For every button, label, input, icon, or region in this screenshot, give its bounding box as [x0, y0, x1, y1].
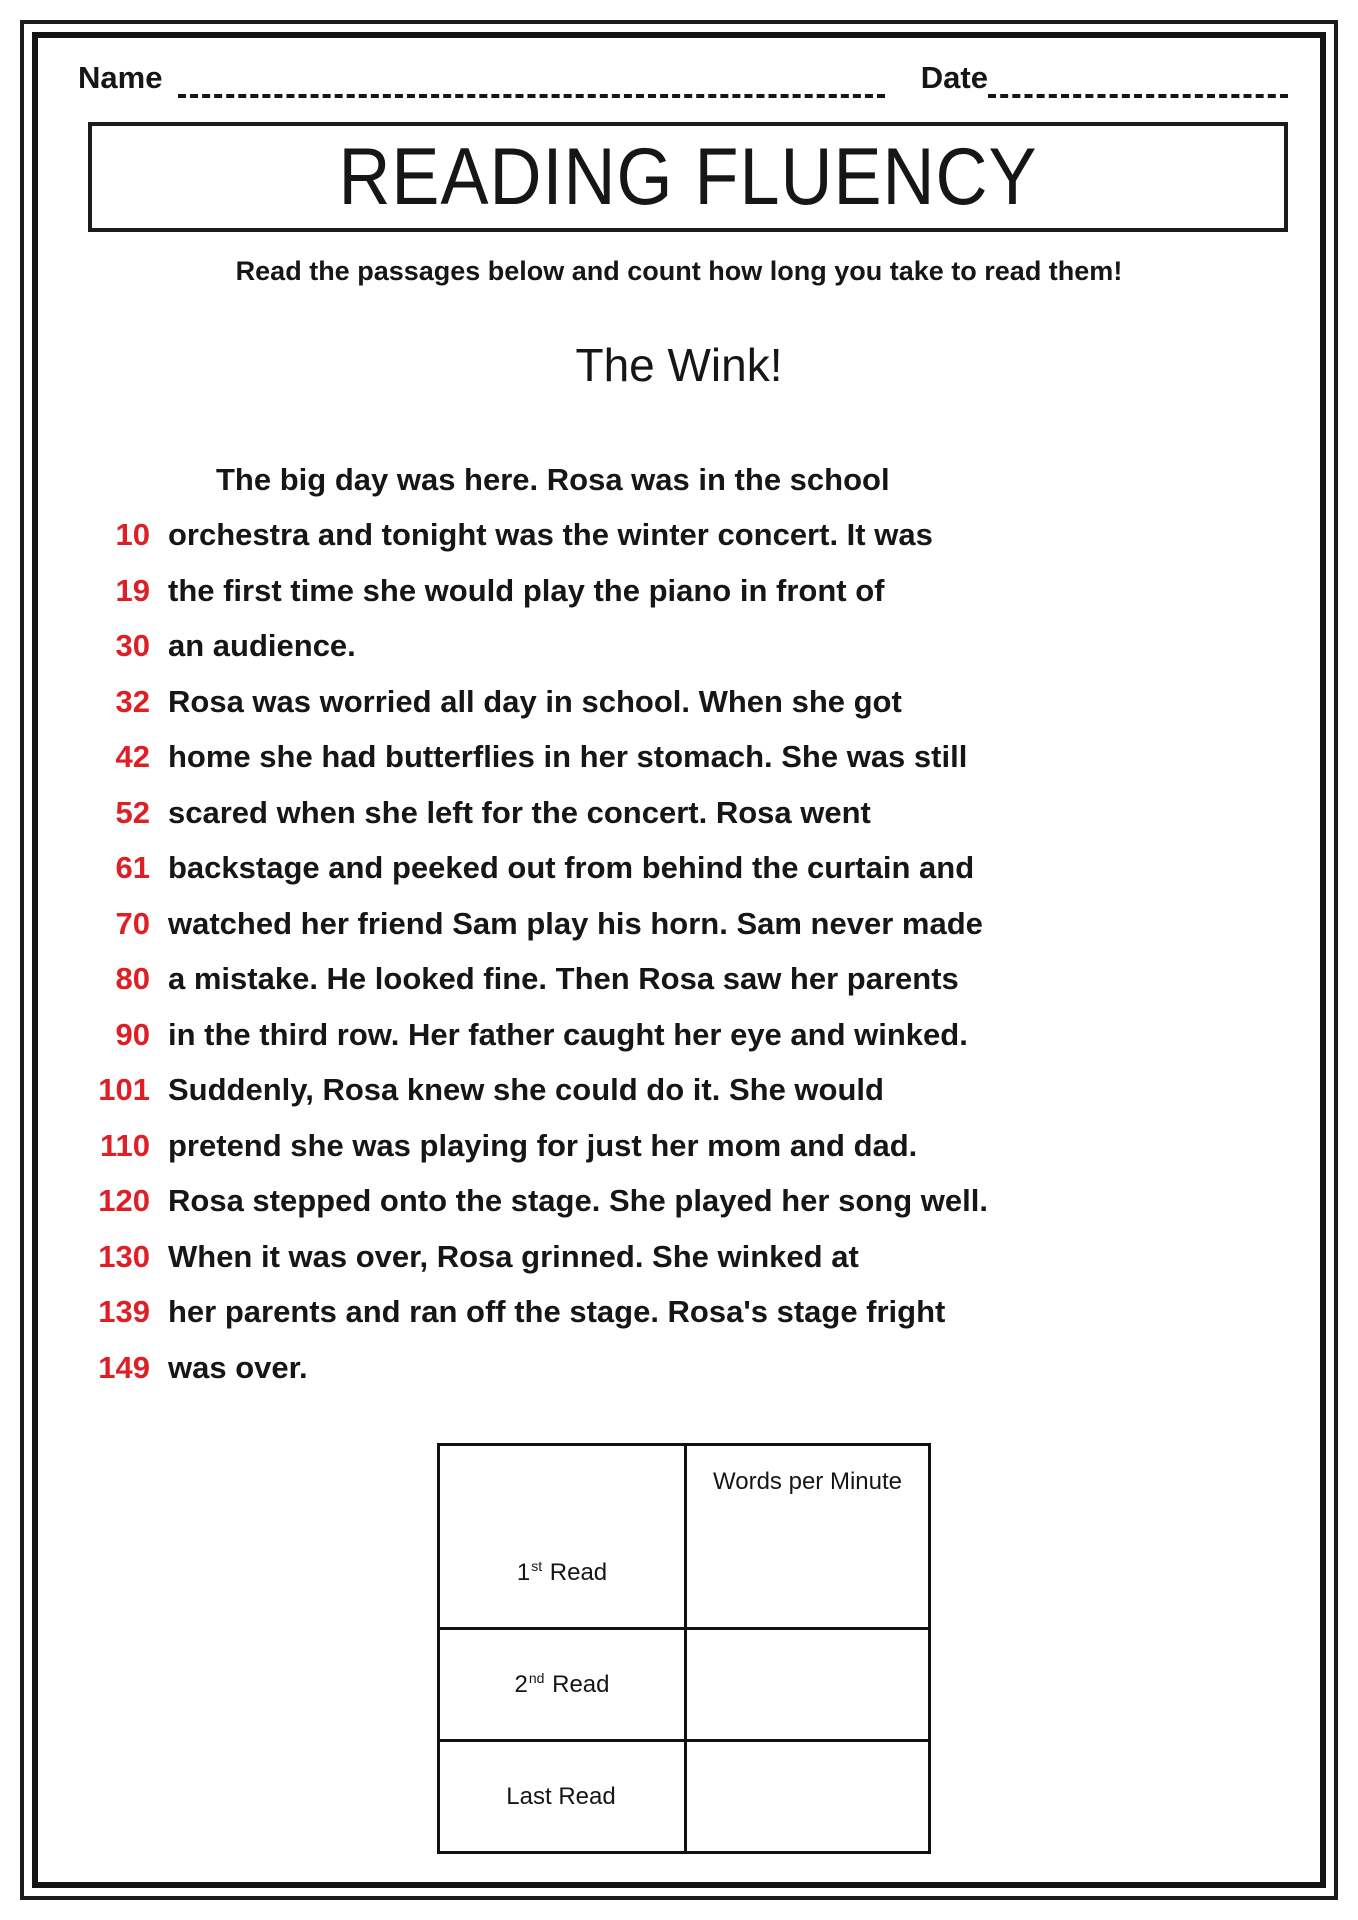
table-row — [440, 1627, 928, 1739]
line-word-count: 130 — [98, 1238, 150, 1274]
passage-line — [0, 1118, 1300, 1174]
passage-line — [0, 896, 1300, 952]
passage-line — [0, 563, 1300, 619]
read-label-base: 1 — [516, 1558, 531, 1586]
date-blank-line[interactable] — [988, 64, 1288, 98]
table-corner-cell — [440, 1446, 687, 1518]
line-word-count: 32 — [115, 683, 150, 719]
line-word-count: 70 — [115, 905, 150, 941]
passage-line — [0, 952, 1300, 1008]
words-per-minute-header-cell: Words per Minute — [713, 1468, 902, 1495]
page-title: READING FLUENCY — [338, 132, 1038, 222]
passage-line — [0, 1340, 1300, 1396]
table-row — [440, 1518, 928, 1627]
line-word-count: 110 — [99, 1127, 150, 1163]
instructions-text: Read the passages below and count how long you take to read them! — [235, 256, 1123, 286]
line-text: Rosa was worried all day in school. When she got — [168, 683, 902, 719]
line-text: an audience. — [168, 628, 356, 664]
wpm-value-cell[interactable] — [687, 1518, 928, 1627]
name-date-row — [78, 52, 1288, 98]
read-label-cell — [440, 1742, 687, 1851]
line-word-count: 139 — [98, 1294, 150, 1330]
read-label-base: Last Read — [506, 1782, 616, 1810]
line-word-count: 101 — [98, 1072, 150, 1108]
passage-line — [0, 1285, 1300, 1341]
passage-line — [0, 674, 1300, 730]
line-text: watched her friend Sam play his horn. Sam never made — [168, 905, 983, 941]
read-label-cell — [440, 1630, 687, 1739]
table-row — [440, 1739, 928, 1851]
read-label-base: 2 — [514, 1670, 528, 1698]
line-text: The big day was here. Rosa was in the school — [216, 461, 890, 497]
words-per-minute-table — [437, 1443, 931, 1854]
date-label: Date — [920, 60, 988, 95]
title-box — [88, 122, 1288, 232]
line-text: When it was over, Rosa grinned. She winked at — [168, 1238, 859, 1274]
line-word-count: 10 — [115, 517, 150, 553]
passage-line — [0, 1174, 1300, 1230]
table-header-row — [440, 1446, 928, 1518]
passage — [0, 452, 1300, 1396]
line-word-count: 30 — [115, 628, 150, 664]
read-label-ordinal: st — [531, 1557, 543, 1574]
line-word-count: 19 — [115, 572, 150, 608]
line-word-count: 52 — [115, 794, 150, 830]
passage-line — [0, 508, 1300, 564]
passage-line — [0, 730, 1300, 786]
line-text: her parents and ran off the stage. Rosa's stage fright — [168, 1294, 946, 1330]
line-word-count: 120 — [98, 1183, 150, 1219]
wpm-value-cell[interactable] — [687, 1742, 928, 1851]
line-text: the first time she would play the piano in front of — [168, 572, 885, 608]
line-word-count: 42 — [115, 739, 150, 775]
passage-title: The Wink! — [575, 339, 783, 391]
read-label-ordinal: nd — [528, 1669, 545, 1686]
line-text: in the third row. Her father caught her eye and winked. — [168, 1016, 968, 1052]
passage-line — [0, 785, 1300, 841]
passage-line — [0, 1007, 1300, 1063]
line-word-count: 61 — [115, 850, 150, 886]
passage-line — [0, 452, 1300, 508]
passage-line — [0, 1063, 1300, 1119]
name-blank-line[interactable] — [178, 64, 884, 98]
line-text: orchestra and tonight was the winter concert. It was — [168, 517, 933, 553]
line-text: pretend she was playing for just her mom and dad. — [168, 1127, 918, 1163]
line-text: Suddenly, Rosa knew she could do it. She would — [168, 1072, 884, 1108]
passage-line — [0, 1229, 1300, 1285]
line-word-count: 80 — [115, 961, 150, 997]
name-label: Name — [78, 60, 163, 95]
read-label-rest: Read — [545, 1670, 610, 1698]
line-text: scared when she left for the concert. Rosa went — [168, 794, 871, 830]
line-text: home she had butterflies in her stomach. She was still — [168, 739, 968, 775]
line-text: a mistake. He looked fine. Then Rosa saw her parents — [168, 961, 959, 997]
passage-line — [0, 841, 1300, 897]
line-text: backstage and peeked out from behind the curtain and — [168, 850, 975, 886]
wpm-value-cell[interactable] — [687, 1630, 928, 1739]
passage-line — [0, 619, 1300, 675]
line-word-count: 149 — [98, 1349, 150, 1385]
read-label-cell — [440, 1518, 687, 1627]
read-label-rest: Read — [543, 1558, 608, 1586]
line-word-count: 90 — [115, 1016, 150, 1052]
line-text: Rosa stepped onto the stage. She played her song well. — [168, 1183, 988, 1219]
line-text: was over. — [168, 1349, 308, 1385]
